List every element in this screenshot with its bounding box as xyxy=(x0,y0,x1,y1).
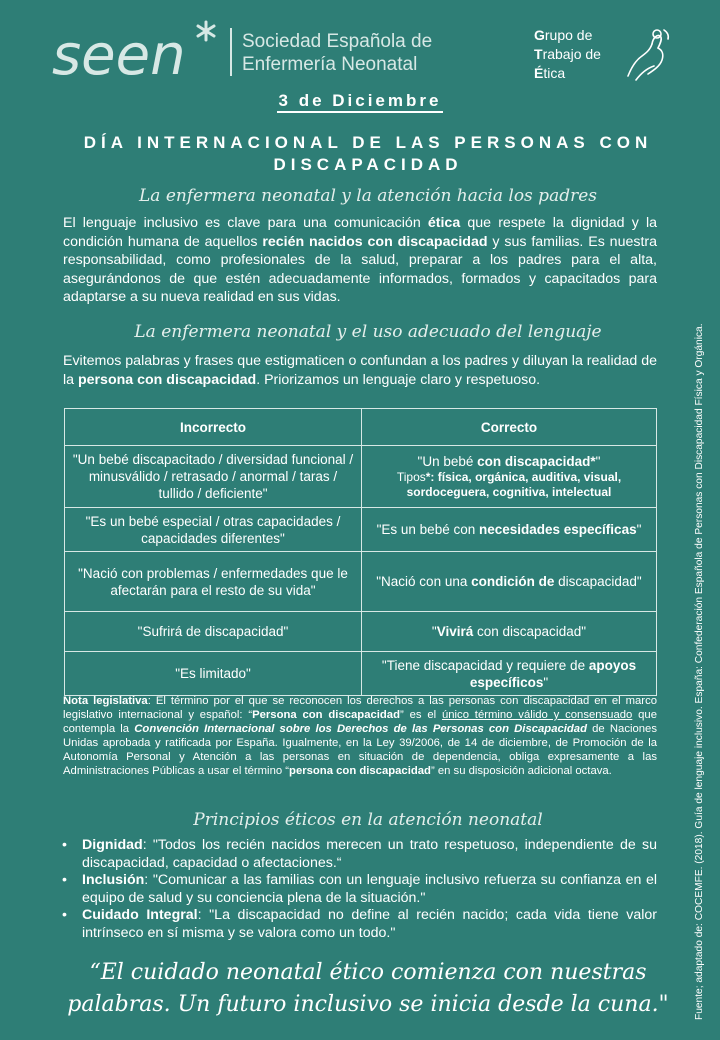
bold-run: *: física, orgánica, auditiva, visual, sordoceguera, cognitiva, intelectual xyxy=(406,470,622,499)
bold-run: recién nacidos con discapacidad xyxy=(262,233,488,250)
text-run: "Un bebé xyxy=(417,454,478,469)
correct-main xyxy=(368,453,650,470)
text-run: " xyxy=(543,674,549,690)
table-row xyxy=(65,652,657,696)
principle-text: : "Todos los recién nacidos merecen un trato respetuoso, independiente de su discapacidad, capacidad o afectaciones.“ xyxy=(82,837,657,871)
correct-cell xyxy=(362,508,657,552)
text-run: que contempla la xyxy=(63,709,658,736)
group-line-2-rest: rabajo de xyxy=(542,46,601,62)
correct-cell xyxy=(362,552,657,612)
text-run: " xyxy=(636,522,642,537)
list-item xyxy=(60,837,657,872)
group-line-1-rest: rupo de xyxy=(544,27,593,43)
incorrect-cell: "Sufrirá de discapacidad" xyxy=(65,612,362,652)
note-label: Nota legislativa xyxy=(63,695,148,707)
text-run: ” en su disposición adicional octava. xyxy=(430,765,612,778)
section-heading-language: La enfermera neonatal y el uso adecuado del lenguaje xyxy=(134,322,602,342)
bullet-icon: • xyxy=(62,907,67,923)
text-run: "Tiene discapacidad y requiere de xyxy=(381,657,589,673)
source-citation: Fuente; adaptado de: COCEMFE. (2018). Guía de lenguaje inclusivo. España: Confederación Española de Personas con Discapacidad Física y Orgánica. xyxy=(694,323,705,1020)
incorrect-cell: "Es limitado" xyxy=(65,652,362,696)
society-name xyxy=(242,30,432,76)
society-line-1: Sociedad Española de xyxy=(242,31,433,52)
bullet-icon: • xyxy=(62,837,67,853)
column-header-incorrect: Incorrecto xyxy=(65,409,362,446)
language-table xyxy=(64,408,657,696)
text-run: Tipos xyxy=(396,470,426,484)
bold-run: condición de xyxy=(471,574,555,589)
principle-text: : "Comunicar a las familias con un lenguaje inclusivo refuerza su confianza en el equipo de salud y su conciencia plena de la situación." xyxy=(82,872,657,906)
society-line-2: Enfermería Neonatal xyxy=(242,54,418,75)
bold-run: Persona con discapacidad xyxy=(252,709,400,722)
page-title: DÍA INTERNACIONAL DE LAS PERSONAS CON DISCAPACIDAD xyxy=(83,133,653,174)
principles-list xyxy=(60,837,657,942)
disability-types xyxy=(368,470,650,500)
star-icon xyxy=(198,22,214,40)
text-run: ” es el xyxy=(400,709,442,722)
table-row xyxy=(65,508,657,552)
bold-italic-run: Convención Internacional sobre los Derechos de las Personas con Discapacidad xyxy=(134,723,587,736)
text-run: "Nació con una xyxy=(376,574,472,589)
bold-run: apoyos específicos xyxy=(469,657,637,690)
incorrect-cell: "Nació con problemas / enfermedades que le afectarán para el resto de su vida" xyxy=(65,552,362,612)
legislative-note xyxy=(63,694,657,779)
group-line-1 xyxy=(534,26,601,45)
table-header-row xyxy=(65,409,657,446)
bold-run: persona con discapacidad xyxy=(77,371,257,388)
text-run: de Naciones Unidas aprobada y ratificada por España. Igualmente, en la Ley 39/2006, de 14 de diciembre, de Promoción de la Autonomía Personal y Atención a las personas en situación de dependencia, obliga expresamente a las Administraciones Públicas a usar el término “ xyxy=(63,723,657,778)
principle-label: Dignidad xyxy=(82,837,143,853)
seen-logo-graphic xyxy=(50,16,220,86)
text-run: " xyxy=(595,454,601,469)
principle-label: Inclusión xyxy=(82,872,145,888)
group-initial-g: G xyxy=(534,27,545,43)
closing-quote: “El cuidado neonatal ético comienza con nuestras palabras. Un futuro inclusivo se inicia desde la cuna." xyxy=(67,960,669,1017)
text-run: y sus familias. Es nuestra responsabilidad, como profesionales de la salud, preparar a los padres para el alta, asegurándonos de que estén adecuadamente informados, formados y capacitados para adaptarse a su nueva realidad en sus vidas. xyxy=(63,233,657,305)
text-run: El lenguaje inclusivo es clave para una comunicación xyxy=(63,215,428,231)
text-run: " xyxy=(431,624,437,639)
section-heading-principles: Principios éticos en la atención neonatal xyxy=(193,810,543,830)
group-initial-t: T xyxy=(534,46,543,62)
bold-run: con discapacidad* xyxy=(477,454,596,469)
bold-run: ética xyxy=(427,215,461,231)
text-run: con discapacidad" xyxy=(473,624,587,639)
bullet-icon: • xyxy=(62,872,67,888)
principle-label: Cuidado Integral xyxy=(82,907,198,923)
seen-logo xyxy=(50,16,220,86)
correct-cell xyxy=(362,612,657,652)
section-heading-parents: La enfermera neonatal y la atención hacia los padres xyxy=(139,186,597,206)
table-row xyxy=(65,446,657,508)
date-heading xyxy=(0,91,720,111)
group-line-3 xyxy=(534,64,601,83)
group-line-3-rest: tica xyxy=(543,65,566,81)
list-item xyxy=(60,872,657,907)
list-item xyxy=(60,907,657,942)
table-row xyxy=(65,552,657,612)
paragraph-language xyxy=(63,352,657,389)
paragraph-parents xyxy=(63,214,657,307)
underlined-run: único término válido y consensuado xyxy=(441,709,633,722)
bold-run: Vivirá xyxy=(436,624,474,639)
correct-cell xyxy=(362,652,657,696)
text-run: discapacidad" xyxy=(554,574,642,589)
text-run: que respete la dignidad y la condición humana de aquellos xyxy=(63,215,657,250)
incorrect-cell: "Es un bebé especial / otras capacidades / capacidades diferentes" xyxy=(65,508,362,552)
bold-run: necesidades específicas xyxy=(478,522,637,537)
text-run: : El término por el que se reconocen los derechos a las personas con discapacidad en el marco legislativo internacional y español: “ xyxy=(63,695,658,722)
bold-run: persona con discapacidad xyxy=(289,765,431,778)
incorrect-cell: "Un bebé discapacitado / diversidad funcional / minusválido / retrasado / anormal / taras / tullido / deficiente" xyxy=(65,446,362,508)
text-run: "Es un bebé con xyxy=(376,522,479,537)
ethics-group-name xyxy=(534,26,601,83)
table-row xyxy=(65,612,657,652)
hands-icon xyxy=(622,26,672,84)
text-run: Evitemos palabras y frases que estigmaticen o confundan a los padres y diluyan la realidad de la xyxy=(63,353,657,388)
column-header-correct: Correcto xyxy=(362,409,657,446)
logo-wordmark: seen xyxy=(52,23,186,86)
text-run: . Priorizamos un lenguaje claro y respetuoso. xyxy=(256,371,541,388)
group-initial-e: É xyxy=(534,65,544,81)
logo-divider xyxy=(230,28,232,76)
correct-cell xyxy=(362,446,657,508)
date-text: 3 de Diciembre xyxy=(277,91,444,113)
principle-text: : "La discapacidad no define al recién nacido; cada vida tiene valor intrínseco en sí misma y se valora como un todo." xyxy=(82,907,657,941)
group-line-2 xyxy=(534,45,601,64)
